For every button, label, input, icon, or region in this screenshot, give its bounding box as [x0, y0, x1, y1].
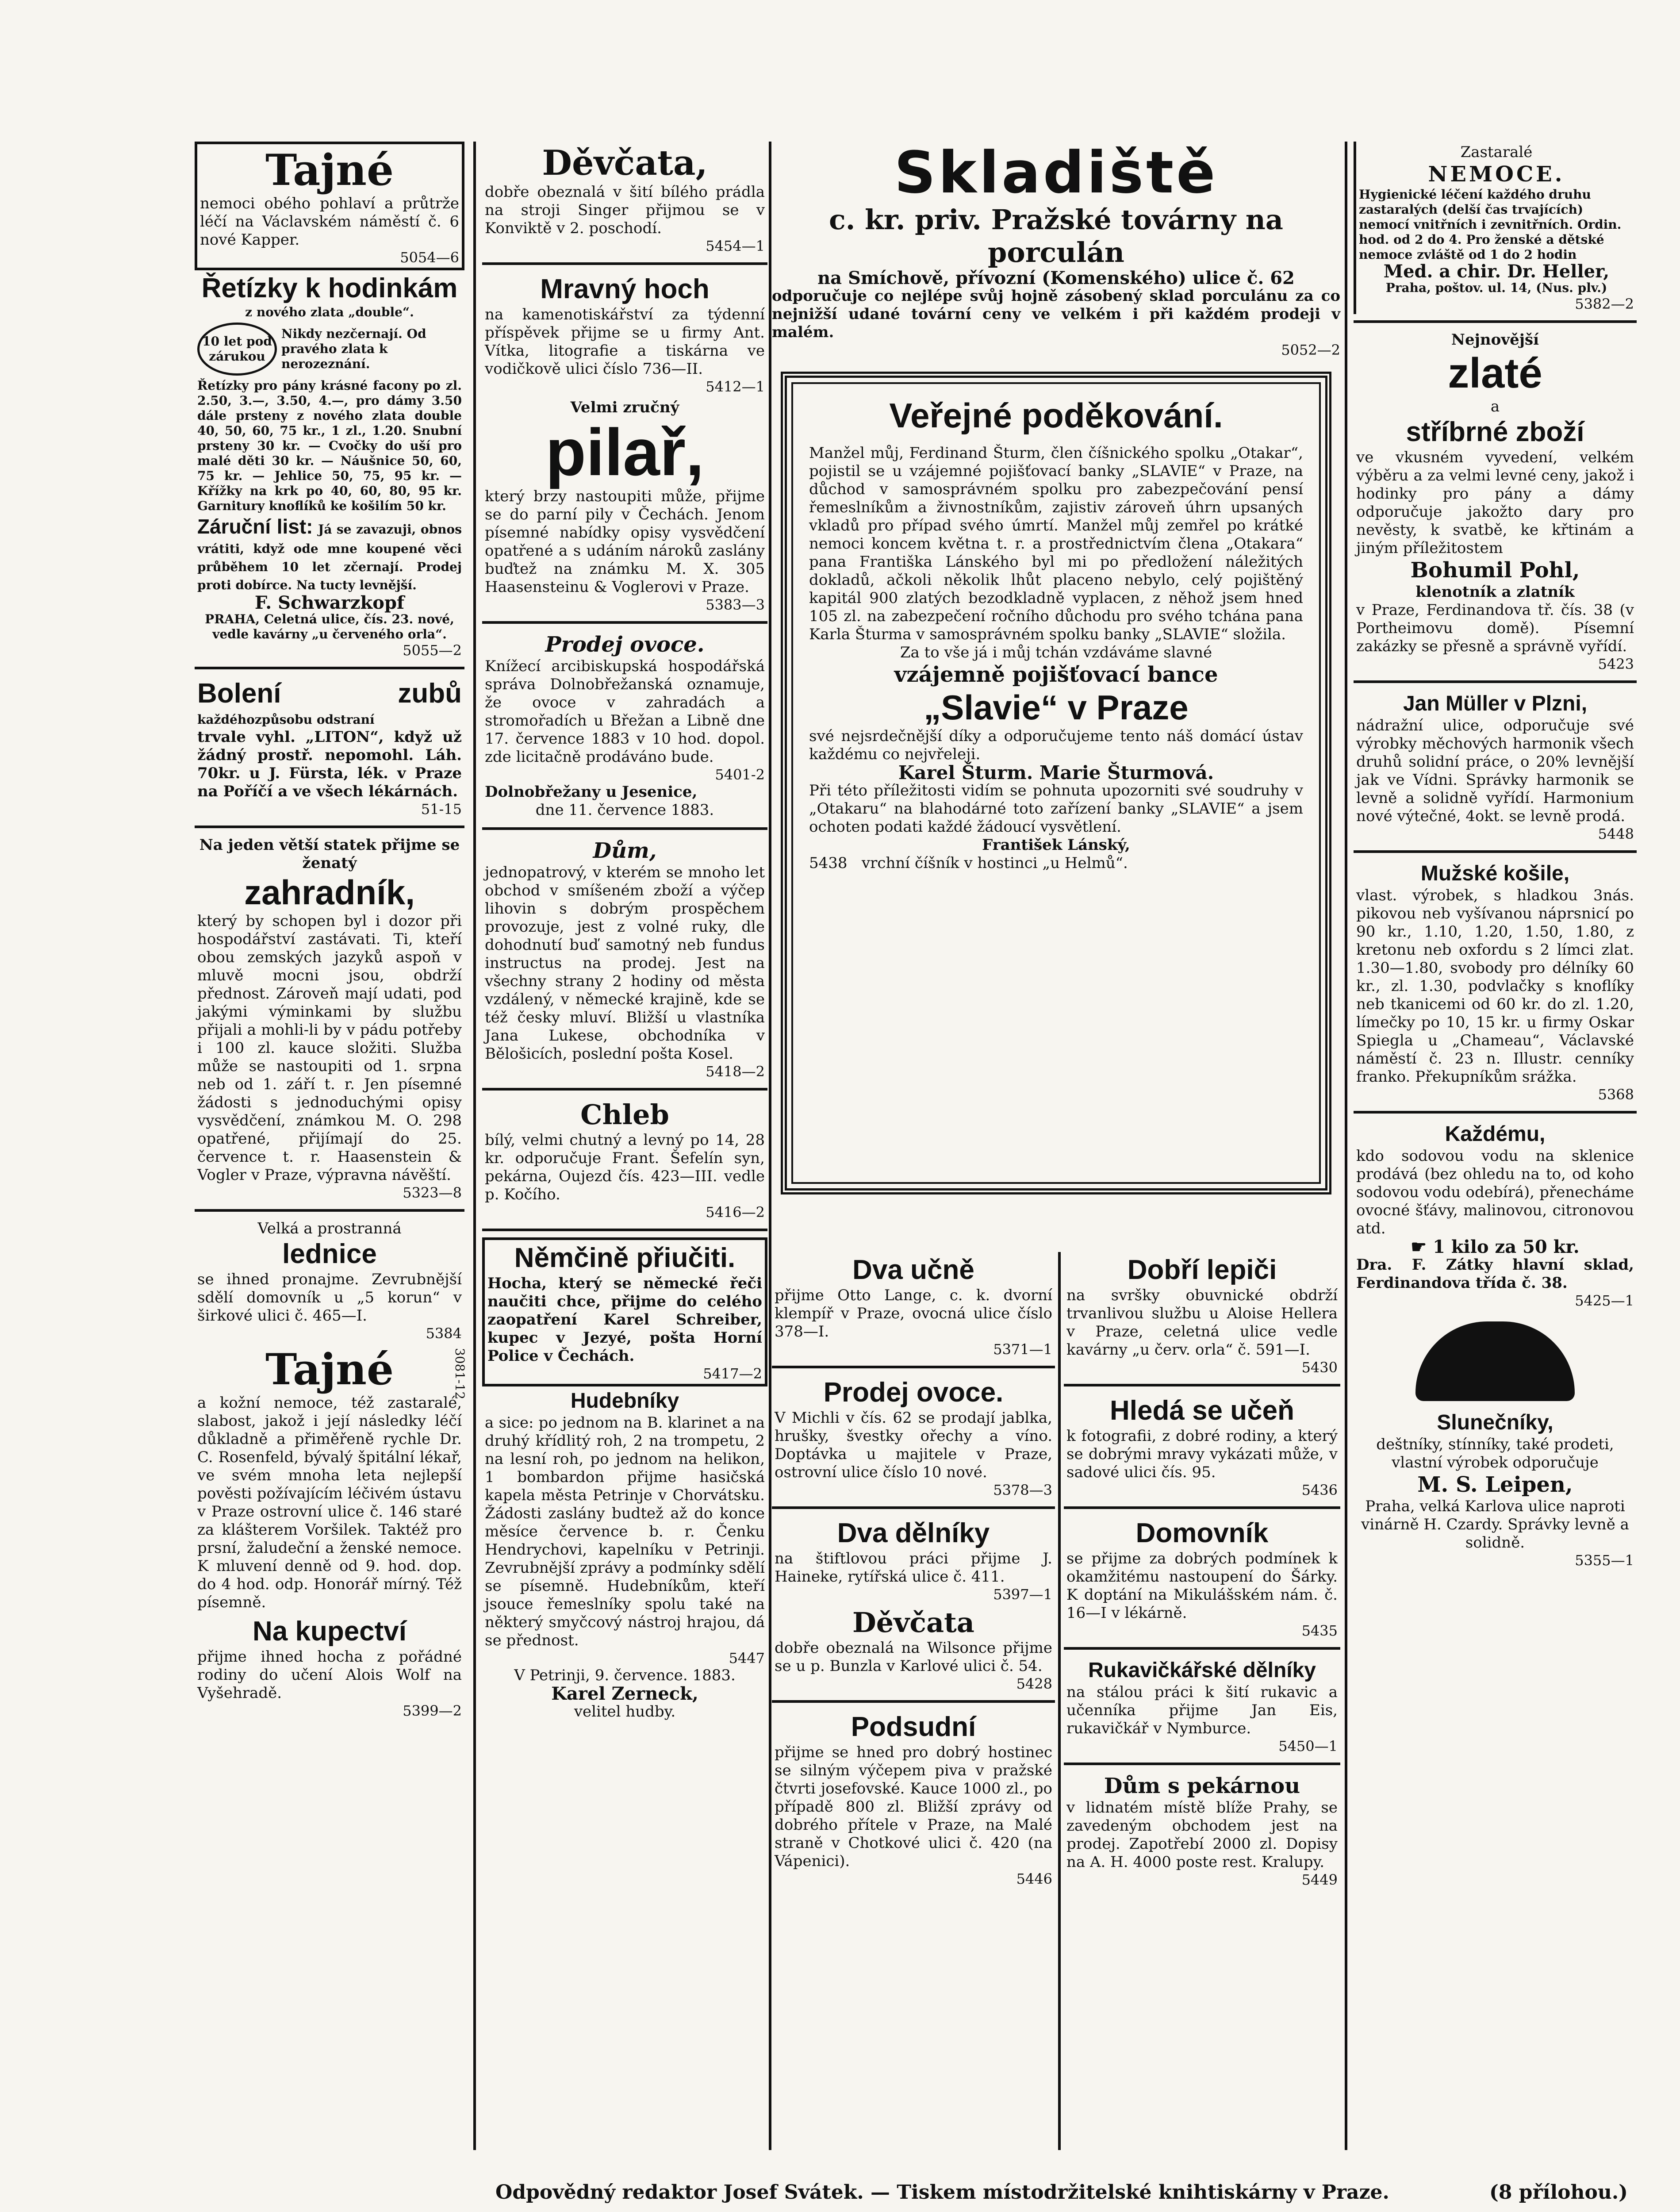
- column-rule: [1345, 142, 1347, 2150]
- ad-text: na svršky obuvnické obdrží trvanlivou službu u Aloise Hellera v Praze, celetná ulice vedle kavárny „u červ. orla“ č. 591—I.: [1066, 1286, 1338, 1359]
- ad-text: který brzy nastoupiti může, přijme se do parní pily v Čechách. Jenom písemné nabídky opisy vysvědčení opatřené a s udáním nároků zaslány buďtež na známku M. X. 305 Haasensteinu & Voglerovi v Praze.: [485, 488, 765, 596]
- ad-number: 5417—2: [703, 1365, 762, 1382]
- ad-title: Hudebníky: [570, 1389, 679, 1413]
- warranty-text: Já se zavazuji, obnos vrátiti, když ode mne koupené věci průběhem 10 let zčernají. Prodej proti dobírce. Na tucty levnější.: [197, 522, 462, 592]
- ad-note: Nikdy nezčernají. Od pravého zlata k nerozeznání.: [281, 326, 426, 371]
- ad-title: Němčině přiučiti.: [514, 1243, 736, 1273]
- ad-text: Knížecí arcibiskupská hospodářská správa Dolnobřežanská oznamuje, že ovoce v zahradách a stromořadích u Břežan a Libně dne 17. července 1883 v 10 hod. dopol. zde licitačně prodáváno bude.: [485, 657, 765, 766]
- seller-address: PRAHA, Celetná ulice, čís. 23. nové, vedle kavárny „u červeného orla“.: [205, 612, 454, 641]
- ad-number: 5384: [426, 1325, 462, 1342]
- ad-title: Dva učně: [852, 1255, 974, 1285]
- ad-title: Rukavičkářské dělníky: [1088, 1659, 1316, 1682]
- ad-zahradnik: [195, 834, 464, 1203]
- ad-title: Domovník: [1135, 1518, 1269, 1548]
- ad-number: 5449: [1301, 1871, 1338, 1888]
- frame-paragraph: Při této příležitosti vidím se pohnuta upozorniti své soudruhy v „Otakaru“ na blahodárné toto zařízení banky „SLAVIE“ a jsem ochoten podati každé žádoucí vysvětlení.: [809, 782, 1303, 836]
- ad-hudebniky: [482, 1386, 767, 1723]
- ad-text: který by schopen byl i dozor při hospodářství zastávati. Ti, kteří obou zemských jazyků aspoň v mluvě mocni jsou, obdrží přednost. Zároveň mají udati, pod jakými výminkami by službu přijali a mohli-li by v pádu potřeby i 100 zl. kauce složiti. Služba může se nastoupiti od 1. srpna neb od 1. září t. r. Jen písemné žádosti s jednoduchými opisy vysvědčení, známkou M. O. 298 opatřené, přijímají do 25. července t. r. Haasenstein & Vogler v Praze, výpravna návěští.: [197, 912, 462, 1184]
- column-rule: [473, 142, 476, 2150]
- ad-number: 5323—8: [403, 1184, 462, 1201]
- ad-retizky: [195, 270, 464, 661]
- seller-name: Dra. F. Zátky hlavní sklad, Ferdinandova třída č. 38.: [1356, 1256, 1634, 1292]
- ad-title: Mužské košile,: [1420, 862, 1570, 885]
- frame-signers: Karel Šturm. Marie Šturmová.: [898, 762, 1214, 783]
- ad-number: 5412—1: [706, 378, 765, 395]
- seller-address: v Praze, Ferdinandova tř. čís. 38 (v Portheimovu domě). Písemní zakázky se přesně a správně vyřídí.: [1356, 601, 1634, 655]
- ad-number: 5446: [1016, 1870, 1052, 1887]
- ad-title: Děvčata,: [542, 143, 708, 183]
- ad-signature: Karel Zerneck,: [551, 1683, 698, 1704]
- ad-number: 5436: [1301, 1482, 1338, 1498]
- ad-number: 5054—6: [400, 249, 459, 266]
- masthead-title: Skladiště: [894, 139, 1218, 206]
- ad-title: NEMOCE.: [1428, 162, 1565, 187]
- ad-pekarna: [1064, 1771, 1340, 1890]
- ad-text: Hygienické léčení každého druhu zastaralých (delší čas trvajících) nemocí vnitřních i zevnitřních. Ordin. hod. od 2 do 4. Pro ženské a dětské nemoce zvláště od 1 do 2 hodin: [1359, 187, 1622, 262]
- ad-number: 5378—3: [993, 1482, 1052, 1498]
- ad-dva-delniky: [772, 1515, 1055, 1605]
- ad-text: a sice: po jednom na B. klarinet a na druhý křídlitý roh, 2 na trompetu, 2 na lesní roh, po jednom na helikon, 1 bombardon přijme hasičská kapela města Petrinje v Chorvátsku. Žádosti zaslány budtež až do konce měsíce července b. r. Čenku Hendrychovi, kapelníku v Petrinji. Zevrubnější zprávy a podmínky sdělí se písemně. Hudebníkům, kteří jsouce řemeslníky spolu také na některý smyčcový nástroj hrajou, dá se přednost.: [485, 1414, 765, 1649]
- ad-number: 5447: [729, 1650, 765, 1667]
- thanks-frame: [781, 372, 1331, 1194]
- ad-number: 5355—1: [1575, 1552, 1634, 1569]
- ad-number: 5382—2: [1575, 296, 1634, 312]
- ad-number: 5401-2: [715, 766, 765, 783]
- ad-nemcine: [482, 1237, 767, 1386]
- ad-prodej-ovoce: [482, 630, 767, 821]
- pointing-hand-icon: ☛: [1411, 1237, 1433, 1257]
- seller-name: F. Schwarzkopf: [254, 592, 405, 613]
- ad-pilar: [482, 397, 767, 615]
- ad-title: Mravný hoch: [540, 274, 710, 304]
- ad-text: přijme Otto Lange, c. k. dvorní klempíř v Praze, ovocná ulice číslo 378—I.: [775, 1286, 1052, 1340]
- masthead-subtitle: c. kr. priv. Pražské továrny na porculán: [829, 204, 1283, 269]
- frame-paragraph: Za to vše já i můj tchán vzdáváme slavné: [900, 644, 1212, 661]
- ad-number: 5425—1: [1575, 1292, 1634, 1309]
- ad-text: trvale vyhl. „LITON“, když už žádný prostř. nepomohl. Láh. 70kr. u J. Fürsta, lék. v Praze na Poříčí a ve všech lékárnách.: [197, 728, 462, 800]
- ad-title: Chleb: [580, 1098, 669, 1131]
- ad-text: nemoci obého pohlaví a průtrže léčí na Václavském náměstí č. 6 nové Kapper.: [200, 195, 459, 249]
- page-footer: [495, 2181, 1628, 2204]
- ad-title: Tajné: [265, 145, 394, 195]
- ad-title: Slunečníky,: [1437, 1411, 1553, 1434]
- seller-name: Bohumil Pohl,: [1410, 558, 1580, 583]
- ad-number: 5430: [1301, 1359, 1338, 1376]
- footer-supplement: (8 přílohou.): [1489, 2181, 1628, 2204]
- ad-title: lednice: [282, 1239, 377, 1269]
- ad-lead: Velká a prostranná: [257, 1220, 402, 1237]
- ad-title: Podsudní: [851, 1712, 976, 1742]
- ad-title-side: každéhozpůsobu odstraní: [197, 712, 375, 727]
- ad-domovnik: [1064, 1515, 1340, 1641]
- ad-title: pilař,: [545, 415, 704, 489]
- footer-imprint: Odpovědný redaktor Josef Svátek. — Tiskem místodržitelské knihtiskárny v Praze.: [495, 2181, 1389, 2204]
- ad-tajne-kapper: [195, 142, 464, 270]
- ad-text: vlast. výrobek, s hladkou 3nás. pikovou neb vyšívanou náprsnicí po 90 kr., 1.10, 1.20, 1.50, 1.80, z kretonu neb oxfordu s 2 límci zlat. 1.30—1.80, svobody pro délníky 60 kr., zl. 1.30, podvlačky s knoflíky neb tkanicemi od 60 kr. do zl. 1.20, límečky po 10, 15 kr. u firmy Oskar Spiegla u „Chameau“, Václavské náměstí č. 23 n. Illustr. cenníky franko. Překupníkům srážka.: [1356, 887, 1634, 1086]
- frame-signer: František Lánský,: [982, 836, 1130, 854]
- ad-lead: Zastaralé: [1460, 143, 1533, 161]
- ad-number: 5435: [1301, 1622, 1338, 1639]
- ad-title: zlaté: [1448, 349, 1542, 397]
- ad-title: Prodej ovoce.: [545, 632, 705, 657]
- ad-number: 51-15: [421, 801, 462, 818]
- ad-number: 5418—2: [706, 1063, 765, 1080]
- ad-number: 5448: [1598, 826, 1634, 842]
- seller-address: Praha, velká Karlova ulice naproti vinárně H. Czardy. Správky levně a solidně.: [1361, 1498, 1629, 1551]
- ad-devcata-wilson: [772, 1605, 1055, 1694]
- ad-number: 5371—1: [993, 1341, 1052, 1358]
- ad-number: 3081-12: [453, 1348, 467, 1400]
- ad-tajne-rosenfeld: [195, 1344, 467, 1613]
- ad-connector: a: [1490, 398, 1500, 415]
- ad-rukavicky: [1064, 1656, 1340, 1756]
- ad-number: 5438: [809, 854, 848, 872]
- ad-text: deštníky, stínníky, také prodeti, vlastní výrobek odporučuje: [1376, 1436, 1614, 1471]
- ad-title: zahradník,: [244, 873, 415, 912]
- frame-paragraph: své nejsrdečnější díky a odporučujeme tento náš domácí ústav každému co nejvřeleji.: [809, 727, 1303, 763]
- ad-text: Hocha, který se německé řeči naučiti chce, přijme do celého zaopatření Karel Schreiber, kupec v Jezyé, pošta Horní Police v Čechách.: [487, 1275, 762, 1365]
- guarantee-label: 10 let pod zárukou: [202, 334, 272, 364]
- ad-kupectvi: [195, 1613, 464, 1721]
- ad-title: Hledá se učeň: [1110, 1395, 1294, 1426]
- seller-role: klenotník a zlatník: [1415, 583, 1575, 601]
- ad-subtitle: z nového zlata „double“.: [245, 305, 414, 319]
- column-2: [482, 142, 767, 2150]
- ad-text: a kožní nemoce, též zastaralé, slabost, jakož i její následky léčí důkladně a přiměřeně rychle Dr. C. Rosenfeld, bývalý špitální lékař, ve svém mnoha leta nejlepší pověsti požívajícím léčivém ústavu v Praze ostrovní ulice č. 146 staré za klášterem Voršilek. Taktéž pro prsní, žaludeční a ženské nemoce. K mluvení denně od 9. hod. dop. do 4 hod. odp. Honorář mírný. Též písemně.: [197, 1394, 462, 1611]
- ad-lepici: [1064, 1252, 1340, 1378]
- ad-prodej-ovoce-michle: [772, 1375, 1055, 1500]
- ad-number: 5055—2: [403, 642, 462, 659]
- ad-title: Na kupectví: [252, 1616, 407, 1647]
- column-rule: [769, 142, 771, 2150]
- ad-title: Bolení zubů: [197, 678, 462, 709]
- ad-title: Jan Müller v Plzni,: [1403, 692, 1588, 715]
- chain-icon: [197, 323, 277, 376]
- ad-devcata: [482, 142, 767, 256]
- ad-number: 5416—2: [706, 1204, 765, 1221]
- ad-title: Prodej ovoce.: [823, 1377, 1004, 1408]
- ad-dva-ucne: [772, 1252, 1055, 1359]
- ad-lead: Na jeden větší statek přijme se ženatý: [199, 836, 460, 872]
- ad-date: dne 11. července 1883.: [535, 801, 714, 819]
- ad-slunecniky: [1354, 1311, 1637, 1571]
- ad-number: 5368: [1598, 1086, 1634, 1103]
- masthead-location: na Smíchově, přívozní (Komenského) ulice č. 62: [817, 268, 1295, 288]
- ad-chleb: [482, 1097, 767, 1222]
- column-3: [772, 1252, 1055, 2150]
- column-4: [1064, 1252, 1340, 2150]
- ad-text: dobře obeznalá v šití bílého prádla na stroji Singer přijmou se v Konviktě v 2. poschodí.: [485, 183, 765, 237]
- bank-name: vzájemně pojišťovací bance: [894, 662, 1218, 687]
- bank-name: „Slavie“ v Praze: [924, 688, 1189, 727]
- ad-text: dobře obeznalá na Wilsonce přijme se u p. Bunzla v Karlové ulici č. 54.: [775, 1639, 1052, 1675]
- ad-text: na stálou práci k šití rukavic a učenníka přijme Jan Eis, rukavičkář v Nymburce.: [1066, 1683, 1338, 1737]
- ad-lead: Velmi zručný: [570, 399, 679, 416]
- ad-number: 5454—1: [706, 238, 765, 254]
- frame-title: Veřejné poděkování.: [889, 396, 1223, 435]
- ad-title: Dům s pekárnou: [1104, 1774, 1300, 1798]
- ad-price: 1 kilo za 50 kr.: [1433, 1237, 1580, 1257]
- ad-text: V Michli v čís. 62 se prodají jablka, hrušky, švestky ořechy a víno. Doptávka u majitele v Praze, ostrovní ulice číslo 10 nové.: [775, 1409, 1052, 1481]
- seller-name: M. S. Leipen,: [1417, 1472, 1573, 1497]
- ad-lead: Nejnovější: [1451, 331, 1539, 349]
- ad-title: Dobří lepiči: [1127, 1255, 1277, 1285]
- ad-number: 5399—2: [403, 1702, 462, 1719]
- ad-text: kdo sodovou vodu na sklenice prodává (bez ohledu na to, od koho sodovou vodu odebírá), přenecháme ovocné šťávy, malinovou, citronovou atd.: [1356, 1147, 1634, 1237]
- ad-number: 5423: [1598, 656, 1634, 672]
- doctor-address: Praha, poštov. ul. 14, (Nus. plv.): [1385, 280, 1607, 295]
- ad-title: Dům,: [593, 838, 657, 863]
- ad-kazdemu: [1354, 1120, 1637, 1311]
- ad-title: Dva dělníky: [837, 1518, 990, 1548]
- ad-title: Děvčata: [852, 1606, 974, 1639]
- column-1: [195, 142, 467, 2150]
- ad-signature: Dolnobřežany u Jesenice,: [485, 783, 698, 801]
- ad-nemoce: [1354, 142, 1637, 314]
- ad-zlate: [1354, 329, 1637, 674]
- ad-podsudni: [772, 1709, 1055, 1889]
- ad-role: velitel hudby.: [574, 1703, 676, 1720]
- ad-place: V Petrinji, 9. července. 1883.: [514, 1667, 736, 1684]
- ad-text: se ihned pronajme. Zevrubnější sdělí domovník u „5 korun“ v širkové ulici č. 465—I.: [197, 1271, 462, 1325]
- ad-text: se přijme za dobrých podmínek k okamžitému nastoupení do Šárky. K doptání na Mikulášském nám. č. 16—I v lékárně.: [1066, 1550, 1338, 1622]
- umbrella-icon: [1415, 1321, 1575, 1401]
- ad-title: Každému,: [1445, 1122, 1546, 1146]
- ad-boleni-zubu: [195, 676, 464, 819]
- ad-number: 5383—3: [706, 596, 765, 613]
- top-banner: [772, 139, 1340, 1248]
- ad-number: 5052—2: [1281, 342, 1340, 358]
- doctor-name: Med. a chir. Dr. Heller,: [1383, 261, 1610, 282]
- column-rule: [1058, 1252, 1061, 2150]
- ad-number: 5397—1: [993, 1586, 1052, 1603]
- ad-number: 5428: [1016, 1675, 1052, 1692]
- ad-kosile: [1354, 859, 1637, 1105]
- ad-title: Řetízky k hodinkám: [201, 273, 458, 303]
- frame-role: vrchní číšník v hostinci „u Helmů“.: [861, 854, 1128, 872]
- ad-text: nádražní ulice, odporučuje své výrobky měchových harmonik všech druhů solidní práce, o 20% levnější jak ve Vídni. Správky harmonik se levně a solidně vyřídí. Harmonium nové výtečné, 4okt. se levně prodá.: [1356, 717, 1634, 825]
- ad-muller: [1354, 689, 1637, 844]
- warranty-label: Záruční list:: [197, 515, 313, 538]
- ad-ucen: [1064, 1393, 1340, 1500]
- ad-text: jednopatrový, v kterém se mnoho let obchod v smíšeném zboží a výčep lihovin s dobrým prospěchem provozuje, jest z volné ruky, dle dohodnutí buď samotný neb fundus instructus na prodej. Jest na všechny strany 2 hodiny od města vzdálený, v německé krajině, kde se též česky mluví. Bližší u vlastníka Jana Lukese, obchodníka v Bělošicích, poslední pošta Kosel.: [485, 864, 765, 1063]
- frame-paragraph: Manžel můj, Ferdinand Šturm, člen číšnického spolku „Otakar“, pojistil se u vzájemné pojišťovací banky „SLAVIE“ v Praze, na důchod v samosprávném spolku pro zabezpečování pensí řemeslníkům a živnostníkům, zajistiv zároveň úhrn upsaných vkladů pro případ svého úmrtí. Manžel můj zemřel po krátké nemoci koncem května t. r. a prostřednictvím člena „Otakara“ pana Františka Lánského byl mi po předložení náležitých dokladů, ačkoli několik lhůt placeno nebylo, celý pojištěný kapitál 900 zlatých bezodkladně vyplacen, z něhož jsem hned 105 zl. na zabezpečení ročního důchodu pro svého tchána pana Karla Šturma v samosprávném spolku banky „SLAVIE“ složila.: [809, 444, 1303, 643]
- column-5: [1354, 142, 1637, 2150]
- ad-text: ve vkusném vyvedení, velkém výběru a za velmi levné ceny, jakož i hodinky pro pány a dámy odporučuje jakožto dary pro nevěsty, k svatbě, ke křtinám a jiným příležitostem: [1356, 449, 1634, 557]
- ad-text: bílý, velmi chutný a levný po 14, 28 kr. odporučuje Frant. Šefelín syn, pekárna, Oujezd čís. 423—III. vedle p. Kočího.: [485, 1131, 765, 1203]
- ad-text: na kamenotiskářství za týdenní příspěvek přijme se u firmy Ant. Vítka, litografie a tiskárna ve vodičkově ulici číslo 736—II.: [485, 306, 765, 378]
- ad-text: k fotografii, z dobré rodiny, a který se dobrými mravy vykázati může, v sadové ulici čís. 95.: [1066, 1427, 1338, 1481]
- ad-lednice: [195, 1218, 464, 1344]
- ad-title: stříbrné zboží: [1406, 417, 1584, 447]
- ad-text: Řetízky pro pány krásné facony po zl. 2.50, 3.—, 3.50, 4.—, pro dámy 3.50 dále prsteny z nového zlata double 40, 50, 60, 75 kr., 1 zl., 1.20. Snubní prsteny 30 kr. — Cvočky do uší pro malé děti 30 kr. — Náušnice 50, 60, 75 kr. — Jehlice 50, 75, 95 kr. — Křížky na krk po 40, 60, 80, 95 kr. Garnitury knoflíků ke košilím 50 kr.: [197, 378, 462, 513]
- ad-number: 5450—1: [1278, 1738, 1338, 1755]
- ad-text: na štiftlovou práci přijme J. Haineke, rytířská ulice č. 411.: [775, 1550, 1052, 1586]
- ad-text: přijme ihned hocha z pořádné rodiny do učení Alois Wolf na Vyšehradě.: [197, 1648, 462, 1702]
- ad-dum: [482, 836, 767, 1082]
- ad-title: Tajné: [265, 1344, 394, 1394]
- ad-text: v lidnatém místě blíže Prahy, se zavedeným obchodem jest na prodej. Zapotřebí 2000 zl. Dopisy na A. H. 4000 poste rest. Kralupy.: [1066, 1799, 1338, 1871]
- masthead-text: odporučuje co nejlépe svůj hojně zásobený sklad porculánu za co nejnižší udané tovární ceny ve velkém i při každém prodeji v malém.: [772, 287, 1340, 341]
- ad-mravny-hoch: [482, 271, 767, 397]
- ad-text: přijme se hned pro dobrý hostinec se silným výčepem piva v pražské čtvrti josefovské. Kauce 1000 zl., po případě 800 zl. Bližší zprávy od dobrého přítele v Praze, na Malé straně v Chotkové ulici č. 420 (na Vápenici).: [775, 1743, 1052, 1870]
